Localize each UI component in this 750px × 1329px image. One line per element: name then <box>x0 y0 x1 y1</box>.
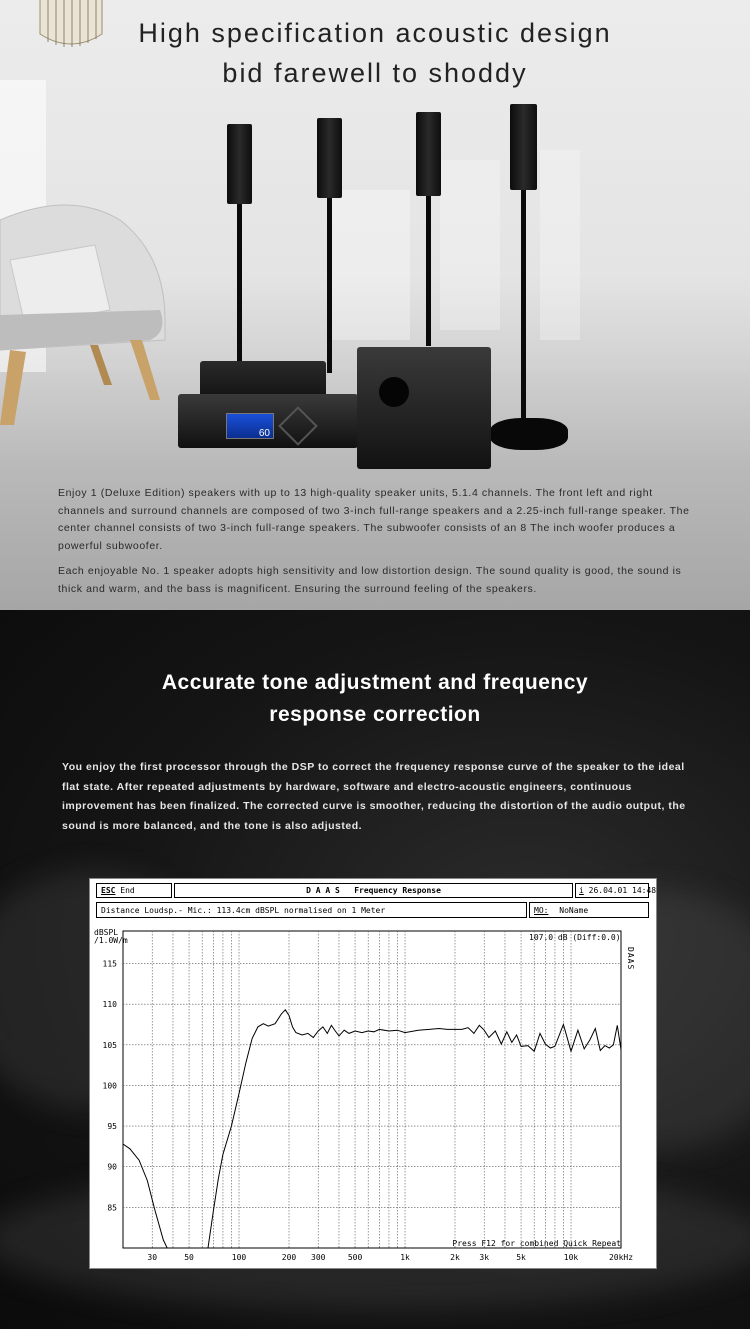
x-tick-label: 3k <box>479 1253 490 1262</box>
receiver-display: 60 <box>226 413 274 439</box>
tone-paragraph: You enjoy the first processor through the DSP to correct the frequency response curve of the speaker to the ideal flat state. After repeated adjustments by hardware, software and electro-acoustic engineers, continuous improvement has been finalized. The corrected curve is smoother, reducing the distortion of the audio output, the sound is more balanced, and the tone is also adjusted. <box>62 761 686 832</box>
plot-frame <box>123 931 621 1248</box>
x-tick-label: 100 <box>231 1253 247 1262</box>
reference-level-label: 107.0 dB (Diff:0.0) <box>529 933 621 942</box>
window-light <box>330 190 410 340</box>
x-tick-label: 2k <box>450 1253 460 1262</box>
y-tick-label: 115 <box>102 959 117 969</box>
graph-date: 26.04.01 14:48 <box>588 886 657 895</box>
x-tick-label: 200 <box>281 1253 297 1262</box>
x-tick-label: 50 <box>184 1253 194 1262</box>
footer-note: Press F12 for combined Quick Repeat <box>452 1239 621 1248</box>
hero-title-line1: High specification acoustic design <box>138 18 612 48</box>
frequency-response-curve <box>123 1010 621 1268</box>
esc-label: End <box>120 886 135 895</box>
x-tick-label: 30 <box>147 1253 158 1262</box>
y-tick-label: 105 <box>102 1040 117 1050</box>
tone-title-line1: Accurate tone adjustment and frequency <box>161 671 589 694</box>
receiver-dial <box>278 406 318 446</box>
tower-speaker-1 <box>227 124 252 204</box>
subwoofer-port <box>379 377 409 407</box>
tower-speaker-3 <box>416 112 441 196</box>
hero-title-line2: bid farewell to shoddy <box>222 58 528 88</box>
frequency-response-graph <box>89 878 657 1269</box>
hero-paragraph-2: Each enjoyable No. 1 speaker adopts high sensitivity and low distortion design. The sound quality is good, the sound is thick and warm, and the bass is magnificent. Ensuring the surround feeling of the speakers. <box>58 565 682 595</box>
mo-label: MO: <box>534 906 549 915</box>
x-tick-label: 1k <box>400 1253 410 1262</box>
speaker-stand <box>521 190 526 420</box>
y-tick-label: 110 <box>102 1000 117 1010</box>
window-light <box>540 150 580 340</box>
daas-watermark: DAAS <box>626 947 635 971</box>
speaker-stand <box>237 204 242 374</box>
y-unit-label: /1.0W/m <box>94 936 128 945</box>
speaker-stand <box>426 196 431 346</box>
tower-speaker-2 <box>317 118 342 198</box>
x-tick-label: 10k <box>563 1253 579 1262</box>
hero-paragraph-1: Enjoy 1 (Deluxe Edition) speakers with up to 13 high-quality speaker units, 5.1.4 channels. The front left and right channels and surround channels are composed of two 3-inch full-range speakers and a 2.25-inch full-range speaker. The center channel consists of two 3-inch full-range speakers. The subwoofer consists of an 8 The inch woofer produces a powerful subwoofer. <box>58 487 690 552</box>
subwoofer <box>357 347 491 469</box>
esc-key: ESC <box>101 886 116 895</box>
y-tick-label: 100 <box>102 1081 117 1091</box>
x-tick-label: 20kHz <box>608 1253 634 1262</box>
graph-title: D A A S Frequency Response <box>174 883 573 898</box>
window-light <box>440 160 500 330</box>
y-tick-label: 85 <box>107 1203 117 1213</box>
x-tick-label: 300 <box>311 1253 326 1262</box>
date-prefix: i <box>579 886 584 895</box>
graph-info: Distance Loudsp.- Mic.: 113.4cm dBSPL normalised on 1 Meter <box>96 902 527 918</box>
armchair-image <box>0 200 180 430</box>
y-unit-label: dBSPL <box>94 928 119 937</box>
mo-value: NoName <box>559 906 589 915</box>
tone-title-line2: response correction <box>269 703 481 726</box>
speaker-stand <box>327 198 332 373</box>
speaker-stand-base <box>490 418 568 450</box>
x-tick-label: 500 <box>347 1253 363 1262</box>
av-receiver <box>178 394 358 448</box>
y-tick-label: 95 <box>107 1122 117 1132</box>
y-tick-label: 90 <box>107 1162 117 1172</box>
frequency-plot <box>90 879 656 1268</box>
hero-section <box>0 0 750 610</box>
x-tick-label: 5k <box>516 1253 526 1262</box>
tower-speaker-4 <box>510 104 537 190</box>
